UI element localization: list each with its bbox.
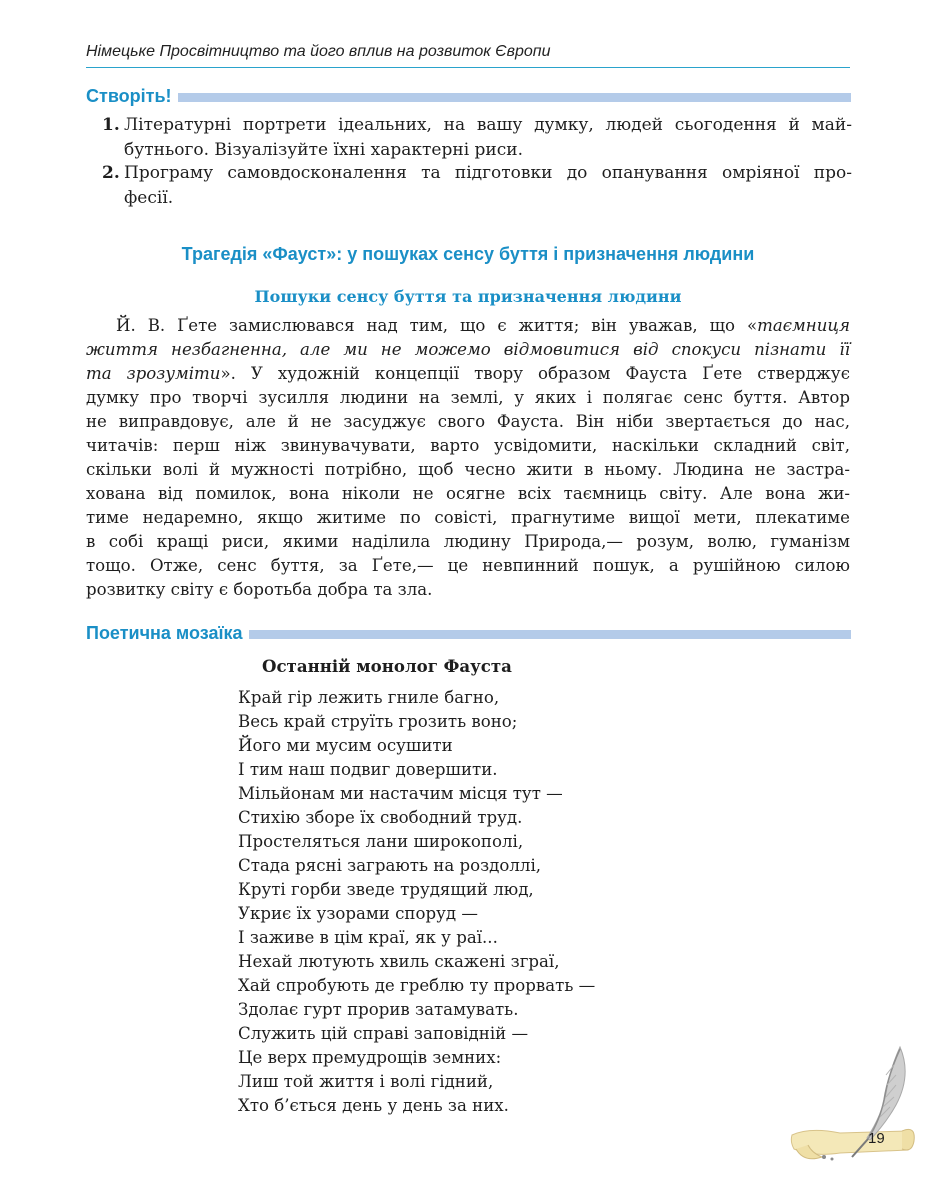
paragraph-line: не виправдовує, але й не засуджує свого Фауста. Він ніби звертається до нас, [86,412,850,431]
section-rule [249,630,851,639]
page-number: 19 [868,1130,885,1147]
list-number: 2. [102,163,120,183]
poem-line: Хай спробують де греблю ту прорвать — [238,976,596,995]
quill-scroll-icon [790,1045,920,1170]
poem-line: Хто б’ється день у день за них. [238,1096,509,1115]
paragraph-line: в собі кращі риси, якими наділила людину Природа,— розум, волю, гуманізм [86,532,850,551]
paragraph-line: скільки волі й мужності потрібно, щоб чесно жити в ньому. Людина не застра- [86,460,850,479]
paragraph-line: тиме недаремно, якщо житиме по совісті, прагнутиме вищої мети, плекатиме [86,508,850,527]
paragraph-line: хована від помилок, вона ніколи не осягне всіх таємниць світу. Але вона жи- [86,484,850,503]
paragraph-line: думку про творчі зусилля людини на землі, у яких і полягає сенс буття. Автор [86,388,850,407]
subheading: Пошуки сенсу буття та призначення людини [254,287,682,306]
poem-line: Стада рясні заграють на роздоллі, [238,856,542,875]
poem-line: Весь край струїть грозить воно; [238,712,518,731]
poem-line: Круті горби зведе трудящий люд, [238,880,534,899]
poem-line: Нехай лютують хвиль скажені зграї, [238,952,560,971]
paragraph-line: Й. В. Ґете замислювався над тим, що є життя; він уважав, що «таємниця [116,316,850,335]
poetic-section-header [86,622,851,644]
poem-line: Укриє їх узорами споруд — [238,904,478,923]
chapter-heading: Трагедія «Фауст»: у пошуках сенсу буття і призначення людини [181,244,755,264]
poetic-section-title: Поетична мозаїка [86,622,243,643]
poem-line: Простеляться лани широкополі, [238,832,524,851]
poem-line: І заживе в цім краї, як у раї... [238,928,498,947]
create-section-header [86,85,851,107]
paragraph-line: розвитку світу є боротьба добра та зла. [86,580,433,599]
paragraph-line: тощо. Отже, сенс буття, за Ґете,— це невпинний пошук, а рушійною силою [86,556,850,575]
list-number: 1. [102,115,120,135]
poem-line: Служить цій справі заповідній — [238,1024,529,1043]
create-section-title: Створіть! [86,85,172,106]
list-text: Літературні портрети ідеальних, на вашу думку, людей сьогодення й май- бутнього. Візуалізуйте їхні характерні риси. [124,115,852,160]
running-head: Німецьке Просвітництво та його вплив на розвиток Європи [86,43,850,68]
list-text: Програму самовдосконалення та підготовки до опанування омріяної про- фесії. [124,163,852,208]
poem-line: Лиш той життя і волі гідний, [238,1072,494,1091]
paragraph-line: та зрозуміти». У художній концепції твору образом Фауста Ґете стверджує [86,364,850,383]
poem-line: Це верх премудрощів земних: [238,1048,502,1067]
poem-line: Стихію зборе їх свободний труд. [238,808,523,827]
poem-line: І тим наш подвиг довершити. [238,760,498,779]
poem-line: Здолає гурт прорив затамувать. [238,1000,519,1019]
list-item [102,113,852,163]
poem-line: Край гір лежить гниле багно, [238,688,500,707]
section-rule [178,93,851,102]
paragraph-line: життя незбагненна, але ми не можемо відмовитися від спокуси пізнати її [86,340,850,359]
poem-title: Останній монолог Фауста [262,656,512,676]
list-item [102,161,852,211]
paragraph-line: читачів: перш ніж звинувачувати, варто усвідомити, наскільки складний світ, [86,436,850,455]
poem-line: Мільйонам ми настачим місця тут — [238,784,563,803]
poem-line: Його ми мусим осушити [238,736,453,755]
